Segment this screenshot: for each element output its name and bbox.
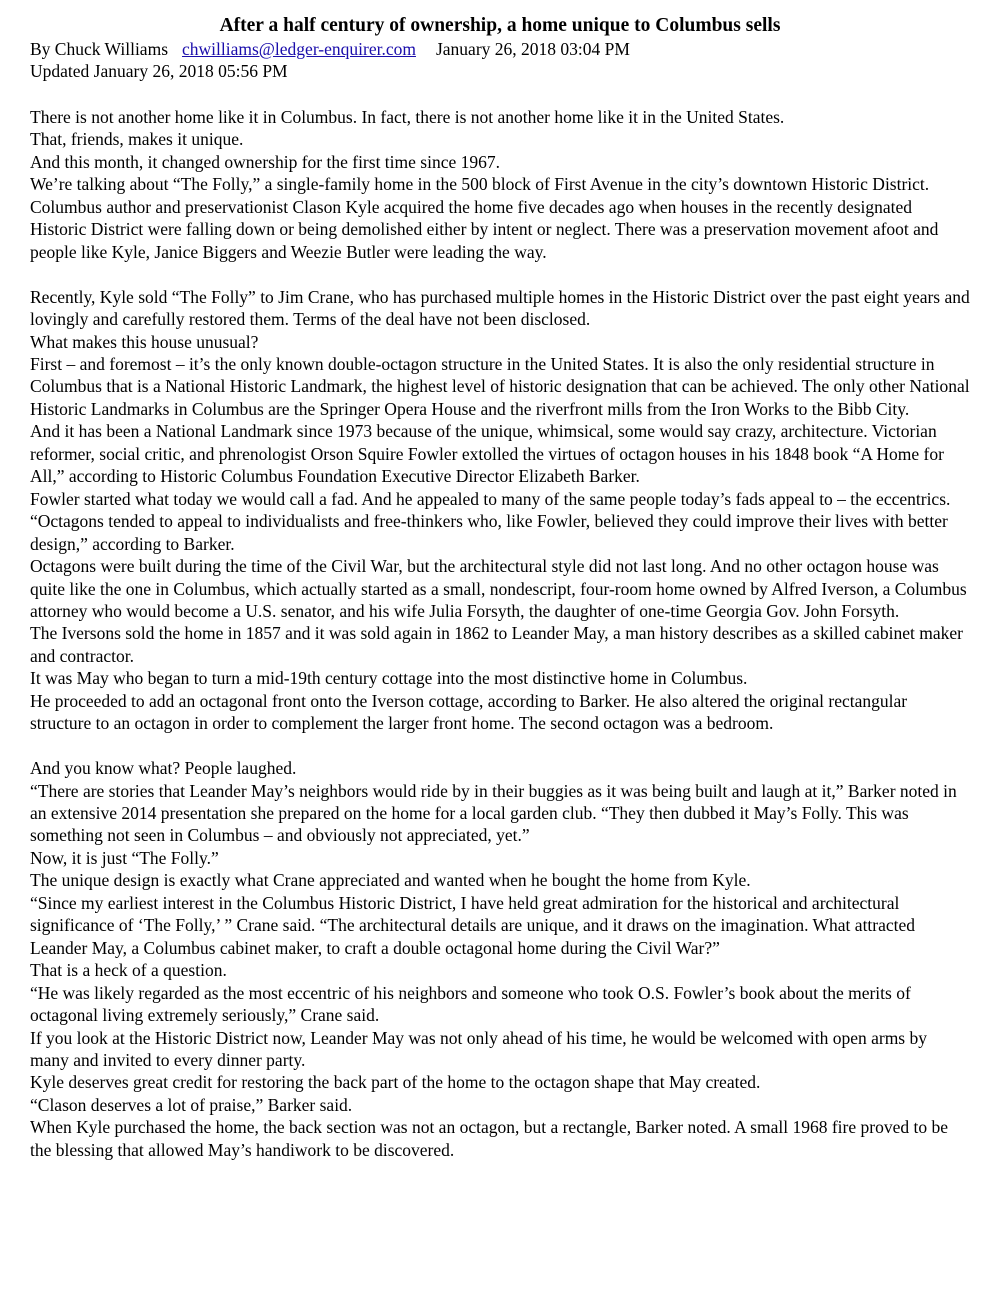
paragraph: First – and foremost – it’s the only known double-octagon structure in the United States. It is also the only residential structure in Columbus that is a National Historic Landmark, the highest level of historic designation that can be achieved. The only other National Historic Landmarks in Columbus are the Springer Opera House and the riverfront mills from the Iron Works to the Bibb City.	[30, 353, 970, 419]
published-date: January 26, 2018 03:04 PM	[435, 39, 630, 59]
paragraph: The unique design is exactly what Crane appreciated and wanted when he bought the home from Kyle.	[30, 870, 751, 891]
paragraph: When Kyle purchased the home, the back section was not an octagon, but a rectangle, Barker noted. A small 1968 fire proved to be the blessing that allowed May’s handiwork to be discovered.	[30, 1117, 948, 1160]
paragraph: “Clason deserves a lot of praise,” Barker said.	[30, 1094, 353, 1115]
paragraph: And this month, it changed ownership for the first time since 1967.	[30, 151, 500, 172]
paragraph: What makes this house unusual?	[30, 331, 259, 352]
byline	[30, 38, 970, 60]
paragraph: And you know what? People laughed.	[30, 758, 297, 779]
paragraph: Now, it is just “The Folly.”	[30, 847, 219, 868]
paragraph: We’re talking about “The Folly,” a single-family home in the 500 block of First Avenue in the city’s downtown Historic District. Columbus author and preservationist Clason Kyle acquired the home five decades ago when houses in the recently designated Historic District were falling down or being demolished either by intent or neglect. There was a preservation movement afoot and people like Kyle, Janice Biggers and Weezie Butler were leading the way.	[30, 174, 939, 262]
paragraph: It was May who began to turn a mid-19th century cottage into the most distinctive home in Columbus.	[30, 668, 748, 689]
paragraph: “Since my earliest interest in the Columbus Historic District, I have held great admiration for the historical and architectural significance of ‘The Folly,’ ” Crane said. “The architectural details are unique, and it draws on the imagination. What attracted Leander May, a Columbus cabinet maker, to craft a double octagonal home during the Civil War?”	[30, 892, 916, 958]
article-body	[30, 106, 970, 1161]
paragraph: The Iversons sold the home in 1857 and it was sold again in 1862 to Leander May, a man history describes as a skilled cabinet maker and contractor.	[30, 623, 963, 666]
paragraph: And it has been a National Landmark since 1973 because of the unique, whimsical, some would say crazy, architecture. Victorian reformer, social critic, and phrenologist Orson Squire Fowler extolled the virtues of octagon houses in his 1848 book “A Home for All,” according to Historic Columbus Foundation Executive Director Elizabeth Barker.	[30, 421, 944, 487]
paragraph: That, friends, makes it unique.	[30, 129, 244, 150]
author-name: By Chuck Williams	[30, 39, 169, 59]
paragraph: Recently, Kyle sold “The Folly” to Jim Crane, who has purchased multiple homes in the Historic District over the past eight years and lovingly and carefully restored them. Terms of the deal have not been disclosed.	[30, 286, 970, 330]
article-title: After a half century of ownership, a home unique to Columbus sells	[219, 15, 781, 36]
paragraph: “There are stories that Leander May’s neighbors would ride by in their buggies as it was being built and laugh at it,” Barker noted in an extensive 2014 presentation she prepared on the home for a local garden club. “They then dubbed it May’s Folly. This was something not seen in Columbus – and obviously not appreciated, yet.”	[30, 780, 957, 846]
paragraph: “Octagons tended to appeal to individualists and free-thinkers who, like Fowler, believed they could improve their lives with better design,” according to Barker.	[30, 511, 948, 554]
paragraph: Octagons were built during the time of the Civil War, but the architectural style did not last long. And no other octagon house was quite like the one in Columbus, which actually started as a small, nondescript, four-room home owned by Alfred Iverson, a Columbus attorney who would become a U.S. senator, and his wife Julia Forsyth, the daughter of one-time Georgia Gov. John Forsyth.	[30, 556, 967, 621]
author-email-link[interactable]: chwilliams@ledger-enquirer.com	[182, 39, 416, 59]
updated-date: Updated January 26, 2018 05:56 PM	[30, 61, 288, 81]
paragraph: Fowler started what today we would call a fad. And he appealed to many of the same people today’s fads appeal to – the eccentrics.	[30, 488, 951, 509]
paragraph: Kyle deserves great credit for restoring the back part of the home to the octagon shape that May created.	[30, 1072, 761, 1093]
paragraph: “He was likely regarded as the most eccentric of his neighbors and someone who took O.S. Fowler’s book about the merits of octagonal living extremely seriously,” Crane said.	[30, 982, 911, 1026]
paragraph: That is a heck of a question.	[30, 960, 227, 981]
paragraph: If you look at the Historic District now, Leander May was not only ahead of his time, he would be welcomed with open arms by many and invited to every dinner party.	[30, 1027, 927, 1070]
paragraph: He proceeded to add an octagonal front onto the Iverson cottage, according to Barker. He also altered the original rectangular structure to an octagon in order to complement the larger front home. The second octagon was a bedroom.	[30, 690, 908, 734]
paragraph: There is not another home like it in Columbus. In fact, there is not another home like it in the United States.	[30, 107, 785, 127]
